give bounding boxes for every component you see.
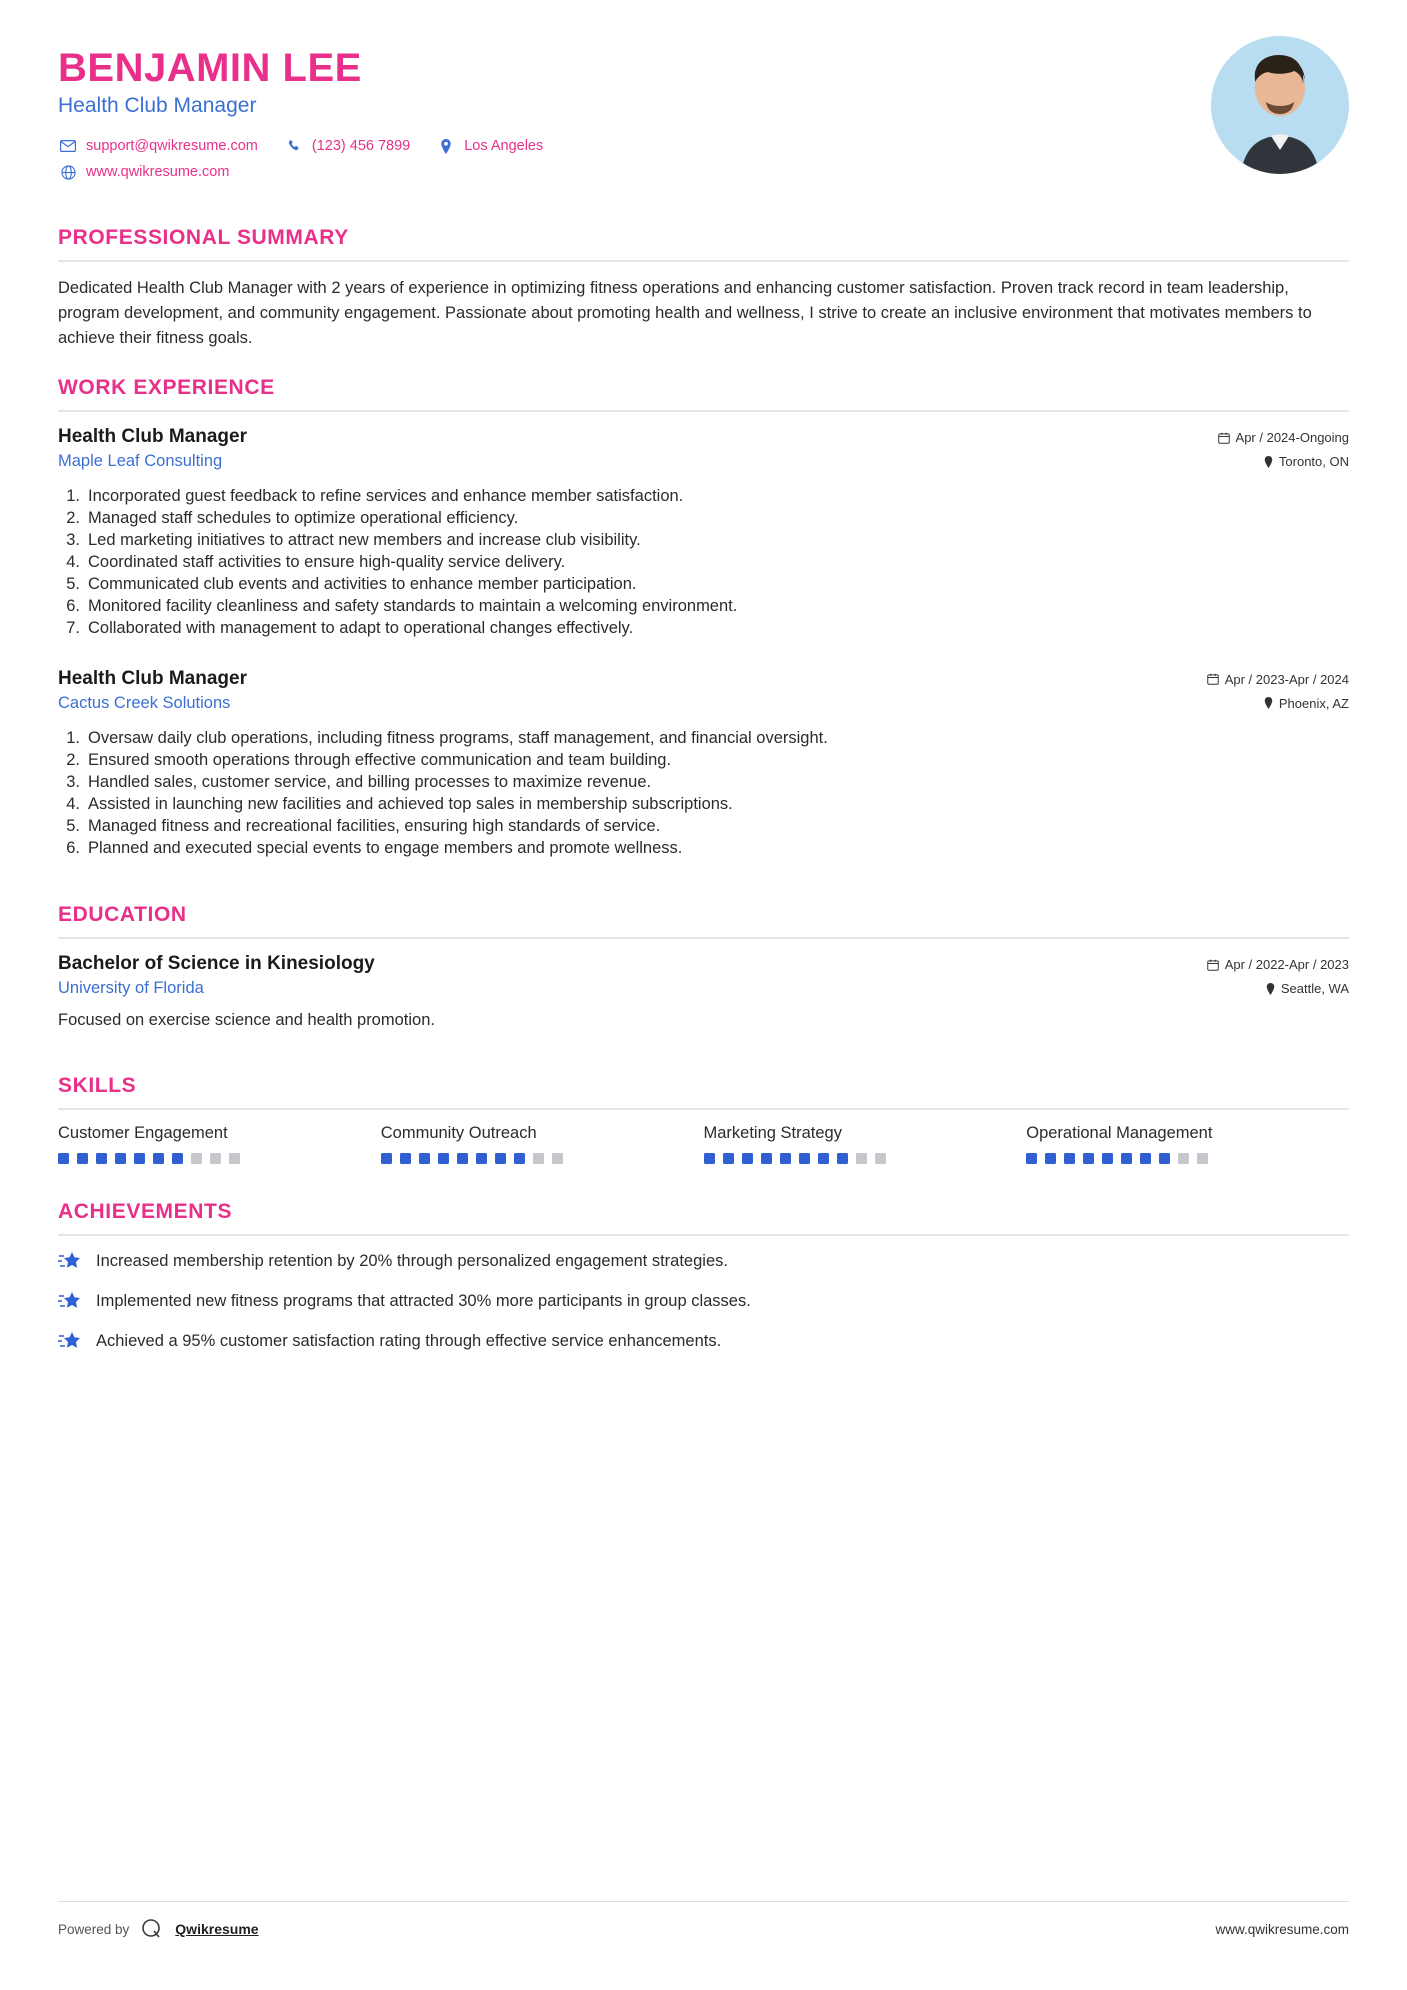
achievement-text: Increased membership retention by 20% through personalized engagement strategies. bbox=[96, 1252, 728, 1271]
skill-rating bbox=[704, 1153, 1027, 1164]
summary-text: Dedicated Health Club Manager with 2 years of experience in optimizing fitness operations and enhancing customer satisfaction. Proven track record in team leadership, program development, and community engagement. Passionate about promoting health and wellness, I strive to create an inclusive environment that motivates members to achieve their fitness goals. bbox=[58, 279, 1312, 347]
skill-name: Community Outreach bbox=[380, 1124, 537, 1143]
skill-dot bbox=[1102, 1153, 1113, 1164]
skill-name: Marketing Strategy bbox=[703, 1124, 842, 1143]
skill-dot bbox=[381, 1153, 392, 1164]
calendar-icon bbox=[1207, 673, 1219, 685]
skill-dot bbox=[191, 1153, 202, 1164]
achievement-item bbox=[58, 1250, 1349, 1274]
skill-dot bbox=[438, 1153, 449, 1164]
bullet-item: 2. Ensured smooth operations through effective communication and team building. bbox=[58, 750, 1349, 772]
divider bbox=[58, 260, 1349, 262]
contact-row-secondary bbox=[58, 164, 1349, 180]
skill-dot bbox=[514, 1153, 525, 1164]
bullet-text: Incorporated guest feedback to refine services and enhance member satisfaction. bbox=[88, 487, 684, 506]
bullet-text: Managed fitness and recreational facilities, ensuring high standards of service. bbox=[88, 816, 661, 835]
skills-grid bbox=[58, 1124, 1349, 1164]
location-pin-icon bbox=[1264, 697, 1273, 709]
experience-location-text: Phoenix, AZ bbox=[1278, 695, 1349, 711]
contact-website[interactable] bbox=[58, 164, 229, 180]
skill-dot bbox=[1064, 1153, 1075, 1164]
location-pin-icon bbox=[1264, 456, 1273, 468]
achievement-text: Achieved a 95% customer satisfaction rating through effective service enhancements. bbox=[96, 1332, 722, 1351]
section-title-skills: SKILLS bbox=[58, 1074, 137, 1098]
skill-dot bbox=[457, 1153, 468, 1164]
section-title-summary: PROFESSIONAL SUMMARY bbox=[58, 226, 349, 249]
bullet-text: Coordinated staff activities to ensure high-quality service delivery. bbox=[88, 553, 566, 572]
skill-dot bbox=[799, 1153, 810, 1164]
experience-org: Cactus Creek Solutions bbox=[58, 693, 231, 712]
location-pin-icon bbox=[436, 138, 456, 154]
skill-dot bbox=[552, 1153, 563, 1164]
skill-dot bbox=[229, 1153, 240, 1164]
candidate-name: BENJAMIN LEE bbox=[58, 46, 362, 90]
experience-entry bbox=[58, 426, 1349, 640]
skill-dot bbox=[77, 1153, 88, 1164]
skill-dot bbox=[210, 1153, 221, 1164]
divider bbox=[58, 1108, 1349, 1110]
skill-dot bbox=[723, 1153, 734, 1164]
location-pin-icon bbox=[1266, 983, 1275, 995]
bullet-item: 4. Coordinated staff activities to ensure high-quality service delivery. bbox=[58, 552, 1349, 574]
skill-dot bbox=[134, 1153, 145, 1164]
section-title-experience: WORK EXPERIENCE bbox=[58, 376, 275, 400]
bullet-text: Handled sales, customer service, and billing processes to maximize revenue. bbox=[88, 772, 652, 791]
education-degree: Bachelor of Science in Kinesiology bbox=[58, 953, 375, 975]
contact-row-primary bbox=[58, 138, 1349, 154]
globe-icon bbox=[58, 164, 78, 180]
experience-bullets bbox=[58, 486, 1349, 640]
education-school: University of Florida bbox=[58, 979, 204, 998]
education-note: Focused on exercise science and health promotion. bbox=[58, 1011, 435, 1030]
contact-location-text: Los Angeles bbox=[464, 138, 544, 154]
bullet-item: 5. Communicated club events and activities to enhance member participation. bbox=[58, 574, 1349, 596]
skill-dot bbox=[704, 1153, 715, 1164]
experience-dates-text: Apr / 2023-Apr / 2024 bbox=[1224, 671, 1349, 687]
bullet-text: Collaborated with management to adapt to operational changes effectively. bbox=[88, 618, 634, 637]
achievement-item bbox=[58, 1330, 1349, 1354]
skill-item bbox=[1026, 1124, 1349, 1164]
experience-bullets bbox=[58, 728, 1349, 860]
skill-dot bbox=[1140, 1153, 1151, 1164]
bullet-item: 1. Incorporated guest feedback to refine services and enhance member satisfaction. bbox=[58, 486, 1349, 508]
divider bbox=[58, 410, 1349, 412]
skill-item bbox=[381, 1124, 704, 1164]
bullet-item: 6. Monitored facility cleanliness and safety standards to maintain a welcoming environment. bbox=[58, 596, 1349, 618]
skill-dot bbox=[761, 1153, 772, 1164]
skill-dot bbox=[1045, 1153, 1056, 1164]
skill-dot bbox=[1121, 1153, 1132, 1164]
contact-location bbox=[436, 138, 543, 154]
qwikresume-logo-icon bbox=[139, 1916, 165, 1942]
experience-dates bbox=[1207, 672, 1349, 687]
skill-dot bbox=[153, 1153, 164, 1164]
section-work-experience bbox=[58, 376, 1349, 859]
skill-dot bbox=[1178, 1153, 1189, 1164]
contact-phone[interactable] bbox=[284, 138, 410, 154]
education-location-text: Seattle, WA bbox=[1280, 981, 1349, 997]
education-dates-text: Apr / 2022-Apr / 2023 bbox=[1224, 957, 1349, 973]
resume-header bbox=[58, 0, 1349, 200]
experience-dates bbox=[1218, 430, 1349, 445]
skill-dot bbox=[1197, 1153, 1208, 1164]
section-achievements bbox=[58, 1200, 1349, 1354]
section-title-education: EDUCATION bbox=[58, 903, 187, 927]
skill-item bbox=[704, 1124, 1027, 1164]
avatar bbox=[1211, 36, 1349, 174]
skill-name: Operational Management bbox=[1026, 1124, 1213, 1143]
skill-dot bbox=[400, 1153, 411, 1164]
bullet-text: Oversaw daily club operations, including fitness programs, staff management, and financial oversight. bbox=[88, 728, 828, 747]
experience-dates-text: Apr / 2024-Ongoing bbox=[1235, 430, 1349, 446]
skill-dot bbox=[856, 1153, 867, 1164]
skill-dot bbox=[780, 1153, 791, 1164]
star-icon bbox=[58, 1250, 96, 1274]
footer-brand[interactable]: Qwikresume bbox=[175, 1921, 259, 1937]
email-icon bbox=[58, 138, 78, 154]
calendar-icon bbox=[1207, 959, 1219, 971]
skill-dot bbox=[1083, 1153, 1094, 1164]
calendar-icon bbox=[1218, 432, 1230, 444]
bullet-item: 4. Assisted in launching new facilities and achieved top sales in membership subscriptions. bbox=[58, 794, 1349, 816]
skill-dot bbox=[875, 1153, 886, 1164]
education-location bbox=[1207, 981, 1349, 996]
bullet-text: Managed staff schedules to optimize operational efficiency. bbox=[88, 509, 519, 528]
section-professional-summary bbox=[58, 226, 1349, 350]
experience-location bbox=[1207, 696, 1349, 711]
bullet-item: 3. Led marketing initiatives to attract new members and increase club visibility. bbox=[58, 530, 1349, 552]
skill-dot bbox=[1159, 1153, 1170, 1164]
bullet-item: 6. Planned and executed special events to engage members and promote wellness. bbox=[58, 838, 1349, 860]
divider bbox=[58, 1234, 1349, 1236]
section-skills bbox=[58, 1074, 1349, 1164]
experience-location bbox=[1218, 454, 1349, 469]
achievement-text: Implemented new fitness programs that attracted 30% more participants in group classes. bbox=[96, 1292, 751, 1311]
skill-dot bbox=[172, 1153, 183, 1164]
bullet-text: Ensured smooth operations through effective communication and team building. bbox=[88, 750, 672, 769]
skill-dot bbox=[419, 1153, 430, 1164]
contact-phone-text: (123) 456 7899 bbox=[311, 138, 411, 154]
skill-dot bbox=[495, 1153, 506, 1164]
bullet-item: 5. Managed fitness and recreational facilities, ensuring high standards of service. bbox=[58, 816, 1349, 838]
star-icon bbox=[58, 1330, 96, 1354]
skill-dot bbox=[96, 1153, 107, 1164]
phone-icon bbox=[284, 138, 304, 154]
bullet-text: Planned and executed special events to engage members and promote wellness. bbox=[88, 838, 683, 857]
achievement-item bbox=[58, 1290, 1349, 1314]
section-education bbox=[58, 903, 1349, 1030]
education-dates bbox=[1207, 957, 1349, 972]
skill-dot bbox=[58, 1153, 69, 1164]
bullet-item: 3. Handled sales, customer service, and billing processes to maximize revenue. bbox=[58, 772, 1349, 794]
bullet-item: 2. Managed staff schedules to optimize operational efficiency. bbox=[58, 508, 1349, 530]
bullet-text: Assisted in launching new facilities and achieved top sales in membership subscriptions. bbox=[88, 794, 733, 813]
skill-dot bbox=[1026, 1153, 1037, 1164]
skill-dot bbox=[837, 1153, 848, 1164]
footer-divider bbox=[58, 1901, 1349, 1902]
contact-website-text: www.qwikresume.com bbox=[86, 164, 230, 180]
experience-entry bbox=[58, 668, 1349, 860]
skill-dot bbox=[742, 1153, 753, 1164]
star-icon bbox=[58, 1290, 96, 1314]
experience-role: Health Club Manager bbox=[58, 426, 247, 448]
section-title-achievements: ACHIEVEMENTS bbox=[58, 1200, 233, 1224]
education-entry bbox=[58, 953, 1349, 1030]
skill-dot bbox=[533, 1153, 544, 1164]
bullet-item: 7. Collaborated with management to adapt to operational changes effectively. bbox=[58, 618, 1349, 640]
experience-role: Health Club Manager bbox=[58, 667, 247, 689]
skill-dot bbox=[818, 1153, 829, 1164]
footer-powered-by: Powered by bbox=[58, 1921, 130, 1937]
bullet-item: 1. Oversaw daily club operations, including fitness programs, staff management, and financial oversight. bbox=[58, 728, 1349, 750]
footer bbox=[58, 1916, 1349, 1942]
experience-location-text: Toronto, ON bbox=[1278, 454, 1349, 470]
divider bbox=[58, 937, 1349, 939]
contact-email[interactable] bbox=[58, 138, 258, 154]
bullet-text: Monitored facility cleanliness and safety standards to maintain a welcoming environment. bbox=[88, 596, 738, 615]
footer-website[interactable]: www.qwikresume.com bbox=[1215, 1921, 1349, 1937]
skill-dot bbox=[476, 1153, 487, 1164]
skill-name: Customer Engagement bbox=[58, 1124, 228, 1143]
skill-dot bbox=[115, 1153, 126, 1164]
skill-item bbox=[58, 1124, 381, 1164]
skill-rating bbox=[1026, 1153, 1349, 1164]
skill-rating bbox=[381, 1153, 704, 1164]
skill-rating bbox=[58, 1153, 381, 1164]
candidate-job-title: Health Club Manager bbox=[58, 94, 257, 117]
contact-email-text: support@qwikresume.com bbox=[86, 138, 258, 154]
bullet-text: Led marketing initiatives to attract new members and increase club visibility. bbox=[88, 531, 641, 550]
bullet-text: Communicated club events and activities to enhance member participation. bbox=[88, 575, 637, 593]
experience-org: Maple Leaf Consulting bbox=[58, 452, 223, 471]
